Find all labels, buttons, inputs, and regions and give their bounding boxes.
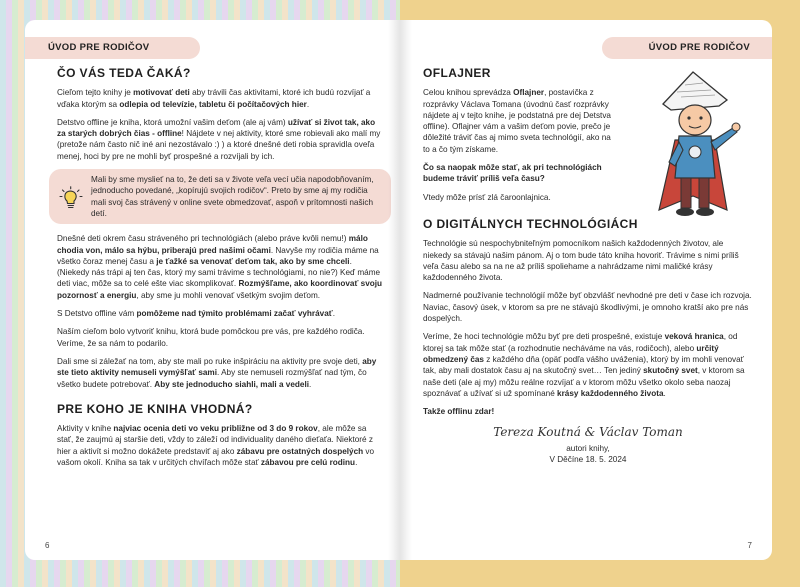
left-heading-who-for: PRE KOHO JE KNIHA VHODNÁ?: [57, 401, 253, 416]
right-paragraph-7: Takže offlinu zdar!: [423, 407, 495, 417]
left-paragraph-3: Dnešné deti okrem času stráveného pri technológiách (alebo práve kvôli nemu!) málo chodia von, málo sa hýbu, priberajú pred našimi očami. Navyše my rodičia máme na všetko čoraz menej času a je ťažké sa venovať deťom tak, ako by sme chceli. (Niekedy nás trápi aj ten čas, ktorý my sami trávime s technológiami, no nie?) Keď máme deti viac, môže sa to celé ešte viac skomplikovať. Rozmýšľame, ako koordinovať svoju pozornosť a energiu, aby sme ju mohli venovať všetkým svojim deťom.: [57, 234, 383, 300]
left-paragraph-4: S Detstvo offline vám pomôžeme nad týmito problémami začať vyhrávať.: [57, 309, 335, 319]
right-page-number: 7: [747, 541, 752, 550]
left-paragraph-6: Dali sme si záležať na tom, aby ste mali po ruke inšpiráciu na aktivity pre svoje deti, aby ste tieto aktivity nemuseli vymýšľať sami. Aby ste nemuseli rozmýšľať nad tým, čo všetko budete potrebovať. Aby ste jednoducho siahli, mali a vedeli.: [57, 356, 377, 389]
right-paragraph-5: Nadmerné používanie technológií môže byť obzvlášť nevhodné pre deti v čase ich rozvoja. Naviac, časový úsek, v ktorom sa pre ne stávajú škodlivými, je omnoho kratší ako pre nás dospelých.: [423, 291, 752, 324]
left-section-tab: ÚVOD PRE RODIČOV: [25, 37, 200, 59]
authors-label: autori knihy,: [566, 443, 610, 453]
tip-callout: [49, 169, 391, 224]
left-page-number: 6: [45, 541, 50, 550]
author-signature: Tereza Koutná & Václav Toman: [493, 425, 683, 440]
left-content: [57, 68, 383, 475]
signature-date: V Děčíne 18. 5. 2024: [549, 454, 627, 464]
left-paragraph-1: Cieľom tejto knihy je motivovať deti aby trávili čas aktivitami, ktoré ich budú rozvíjať a vďaka ktorým sa odlepia od televízie, tabletu či počítačových hier.: [57, 88, 371, 109]
oflajner-mascot: [635, 70, 755, 222]
oflajner-section: [423, 68, 753, 203]
left-paragraph-2: Detstvo offline je kniha, ktorá umožní vašim deťom (ale aj vám) užívať si život tak, ako za starých dobrých čias - offline! Nájdete v nej aktivity, ktoré sme robievali ako malí my (pretože nám často nič iné ani nezostávalo :) ) a ktoré dnešné deti robia spravidla oveľa menej, hoci by pre ne mohli byť prospešné a rozvíjali by ich.: [57, 117, 381, 161]
right-paragraph-1: Celou knihou sprevádza Oflajner, postavička z rozprávky Václava Tomana (úvodnú časť rozprávky nájdete aj v tejto knihe, je podstatná pre dej Detstva offline). Oflajner vám a vašim deťom povie, prečo je dôležité tráviť čas aj mimo sveta technológií, ako na to a čo tým získame.: [423, 88, 611, 154]
right-paragraph-2: Čo sa naopak môže stať, ak pri technológiách budeme tráviť príliš veľa času?: [423, 163, 602, 184]
right-heading-digital: O DIGITÁLNYCH TECHNOLÓGIÁCH: [423, 216, 638, 231]
right-page: [398, 20, 772, 560]
callout-text: Mali by sme myslieť na to, že deti sa v živote veľa vecí učia napodobňovaním, jednoducho povedané, „kopírujú svojich rodičov“. Preto by sme aj my rodičia mali svoj čas strávený v online svete obmedzovať, aspoň v prítomnosti našich detí.: [91, 175, 374, 218]
right-section-tab: ÚVOD PRE RODIČOV: [602, 37, 772, 59]
right-heading-oflajner: OFLAJNER: [423, 66, 491, 80]
left-paragraph-5: Naším cieľom bolo vytvoriť knihu, ktorá bude pomôckou pre vás, pre každého rodiča. Veríme, že sa nám to podarilo.: [57, 327, 365, 348]
right-paragraph-4: Technológie sú nespochybniteľným pomocníkom našich každodenných životov, ale niekedy sa stávajú našim pánom. Aj o tom bude táto kniha hovoriť. Trávime s nimi príliš veľa času alebo sa na ne až príliš spoliehame a nahrádzame nimi maličké krásy každodenného života.: [423, 239, 739, 283]
book-gutter: [388, 20, 412, 560]
lightbulb-icon: [59, 186, 83, 212]
left-heading-what-awaits: ČO VÁS TEDA ČAKÁ?: [57, 66, 191, 80]
left-page: [25, 20, 401, 560]
right-content: [423, 68, 753, 465]
right-paragraph-6: Veríme, že hoci technológie môžu byť pre deti prospešné, existuje veková hranica, od ktorej sa tak môže stať (a rozhodnutie necháváme na vás, rodičoch), alebo určitý obmedzený čas z každého dňa (opäť podľa vášho uváženia), ktorý by im mohli venovať tak, aby mali dostatok času aj na skutočný svet… Ten jediný skutočný svet, v ktorom sa naše deti (ale aj my) môžu reálne rozvíjať a v ktorom môžu všetko okolo seba naozaj spoznávať a užívať si už spomínané krásy každodenného života.: [423, 332, 745, 398]
left-paragraph-7: Aktivity v knihe najviac ocenia deti vo veku približne od 3 do 9 rokov, ale môže sa stať, že zaujmú aj staršie deti, vždy to záleží od individuality daného dieťaťa. Niektoré z hier a aktivít si možno dokážete predstaviť aj ako zábavu pre ostatných dospelých vo vašom okolí. Kniha sa tak v určitých chvíľach môže stať zábavou pre celú rodinu.: [57, 424, 375, 468]
right-paragraph-3: Vtedy môže prísť zlá čaroonlajnica.: [423, 192, 551, 202]
